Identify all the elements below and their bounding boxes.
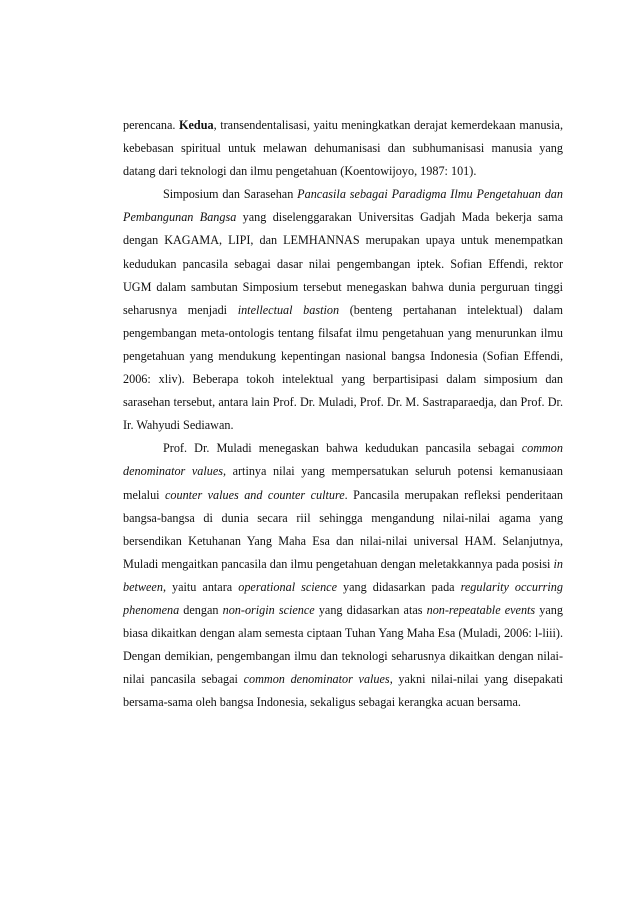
paragraph-3 — [123, 437, 563, 714]
emphasis-italic: common denominator values — [243, 672, 390, 687]
text-run: , yakni nilai-nilai yang disepakati bersama-sama oleh bangsa Indonesia, sekaligus sebagai kerangka acuan bersama. — [123, 672, 564, 710]
text-run: perencana. — [123, 118, 180, 132]
emphasis-italic: in between — [123, 556, 563, 594]
paragraph-2 — [123, 183, 563, 437]
text-run: . Pancasila merupakan refleksi penderitaan bangsa-bangsa di dunia secara riil sehingga mengandung nilai-nilai agama yang bersendikan Ketuhanan Yang Maha Esa dan nilai-nilai universal HAM. Selanjutnya, Muladi mengaitkan pancasila dan ilmu pengetahuan dengan meletakkannya pada posisi — [123, 487, 563, 571]
body-text — [123, 114, 563, 714]
paragraph-1 — [123, 114, 563, 183]
text-run: yang diselenggarakan Universitas Gadjah Mada bekerja sama dengan KAGAMA, LIPI, dan LEMHANNAS merupakan upaya untuk menempatkan kedudukan pancasila sebagai dasar nilai pengembangan iptek. Sofian Effendi, rektor UGM dalam sambutan Simposium tersebut menegaskan bahwa dunia perguruan tinggi seharusnya menjadi — [123, 210, 564, 317]
text-run: artinya nilai yang mempersatukan seluruh potensi kemanusiaan melalui — [123, 464, 563, 502]
text-run: dengan — [179, 602, 223, 617]
text-run: yang didasarkan atas — [314, 602, 427, 617]
text-run: Prof. Dr. Muladi menegaskan bahwa kedudukan pancasila sebagai — [163, 441, 522, 456]
emphasis-italic: common denominator values, — [123, 441, 563, 479]
text-run: Simposium dan Sarasehan — [163, 187, 298, 202]
emphasis-italic: counter values and counter culture — [164, 487, 345, 502]
emphasis-italic: intellectual bastion — [237, 302, 340, 317]
emphasis-italic: non-origin science — [222, 602, 315, 617]
emphasis-italic: operational science — [238, 579, 337, 594]
text-run: , yaitu antara — [162, 579, 239, 594]
text-run: (benteng pertahanan intelektual) dalam pengembangan meta-ontologis tentang filsafat ilmu pengetahuan yang menurunkan ilmu pengetahuan yang mendukung kepentingan nasional bangsa Indonesia (Sofian Effendi, 2006: xliv). Beberapa tokoh intelektual yang berpartisipasi dalam simposium dan sarasehan tersebut, antara lain Prof. Dr. Muladi, Prof. Dr. M. Sastraparaedja, dan Prof. Dr. Ir. Wahyudi Sediawan. — [123, 302, 564, 433]
text-run: yang didasarkan pada — [336, 579, 461, 594]
text-run: yang biasa dikaitkan dengan alam semesta ciptaan Tuhan Yang Maha Esa (Muladi, 2006: l-liii). Dengan demikian, pengembangan ilmu dan teknologi seharusnya dikaitkan dengan nilai-nilai pancasila sebagai — [123, 602, 563, 687]
emphasis-bold: Kedua — [179, 118, 214, 132]
emphasis-italic: regularity occurring phenomena — [123, 579, 563, 617]
emphasis-italic: non-repeatable events — [426, 602, 536, 617]
emphasis-italic: Pancasila sebagai Paradigma Ilmu Pengetahuan dan Pembangunan Bangsa — [123, 187, 563, 225]
text-run: , transendentalisasi, yaitu meningkatkan derajat kemerdekaan manusia, kebebasan spiritual untuk melawan dehumanisasi dan subhumanisasi manusia yang datang dari teknologi dan ilmu pengetahuan (Koentowijoyo, 1987: 101). — [123, 118, 564, 179]
